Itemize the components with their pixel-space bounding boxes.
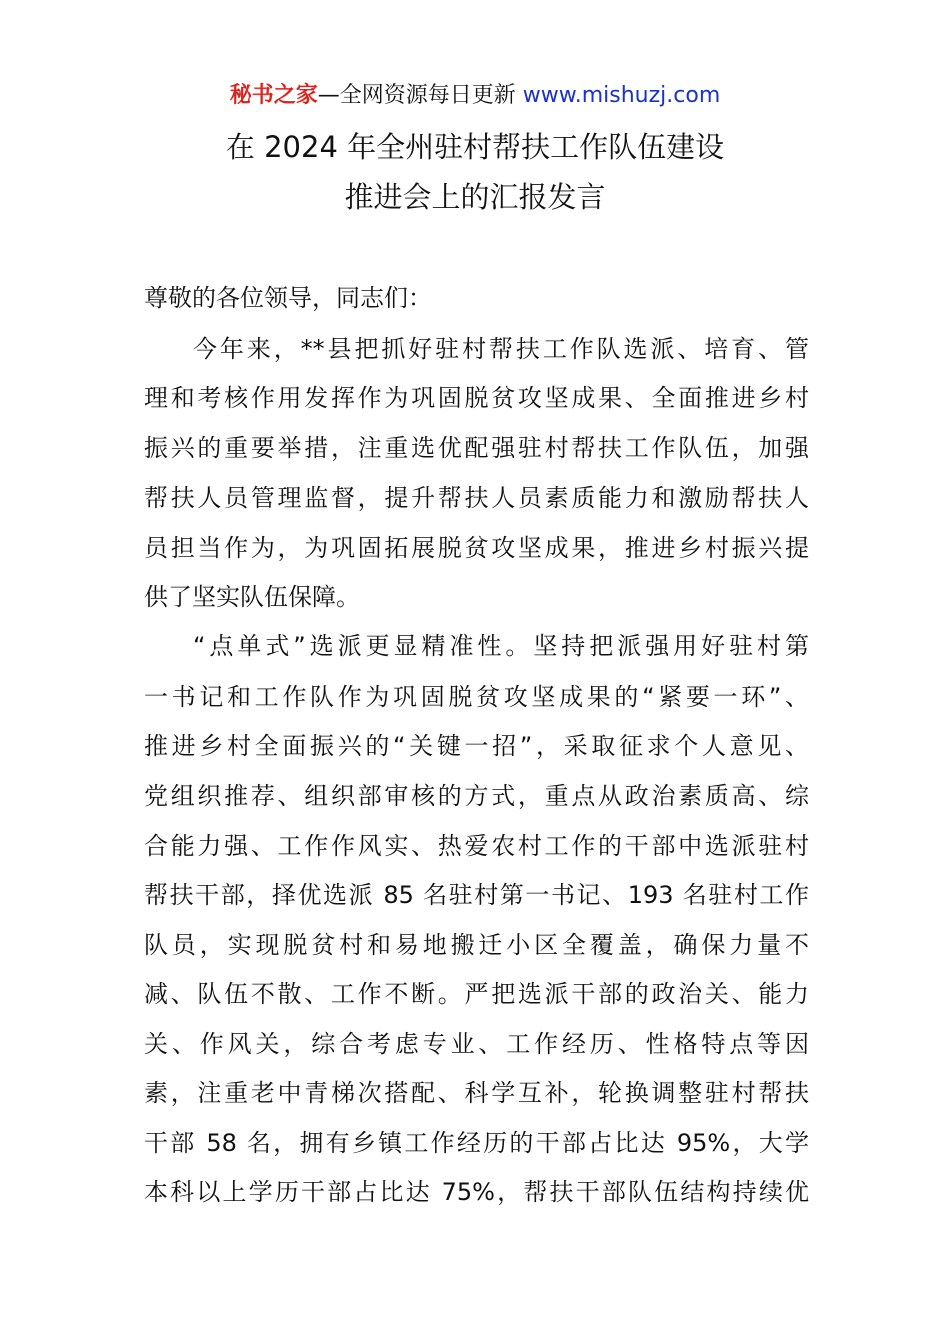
- paragraph-line: 员担当作为，为巩固拓展脱贫攻坚成果，推进乡村振兴提: [144, 534, 809, 562]
- salutation: 尊敬的各位领导，同志们：: [144, 284, 432, 312]
- paragraph-line: 合能力强、工作作风实、热爱农村工作的干部中选派驻村: [144, 832, 809, 860]
- document-title-line-1: 在 2024 年全州驻村帮扶工作队伍建设: [225, 130, 725, 164]
- site-url-link[interactable]: www.mishuzj.com: [522, 83, 721, 108]
- paragraph-line: 理和考核作用发挥作为巩固脱贫攻坚成果、全面推进乡村: [144, 384, 809, 412]
- site-header: [0, 80, 950, 112]
- paragraph-line: 供了坚实队伍保障。: [144, 583, 360, 611]
- paragraph-line: “点单式”选派更显精准性。坚持把派强用好驻村第: [193, 632, 809, 660]
- paragraph-line: 帮扶干部，择优选派 85 名驻村第一书记、193 名驻村工作: [144, 881, 809, 909]
- paragraph-line: 帮扶人员管理监督，提升帮扶人员素质能力和激励帮扶人: [144, 484, 809, 512]
- site-tagline: —全网资源每日更新: [317, 83, 516, 108]
- paragraph-line: 队员，实现脱贫村和易地搬迁小区全覆盖，确保力量不: [144, 931, 809, 959]
- paragraph-line: 党组织推荐、组织部审核的方式，重点从政治素质高、综: [144, 782, 809, 810]
- paragraph-line: 关、作风关，综合考虑专业、工作经历、性格特点等因: [144, 1030, 809, 1058]
- brand-name: 秘书之家: [229, 83, 318, 108]
- paragraph-line: 干部 58 名，拥有乡镇工作经历的干部占比达 95%，大学: [144, 1129, 809, 1157]
- paragraph-line: 本科以上学历干部占比达 75%，帮扶干部队伍结构持续优: [144, 1178, 809, 1206]
- paragraph-line: 减、队伍不散、工作不断。严把选派干部的政治关、能力: [144, 980, 809, 1008]
- paragraph-line: 振兴的重要举措，注重选优配强驻村帮扶工作队伍，加强: [144, 434, 809, 462]
- paragraph-line: 推进乡村全面振兴的“关键一招”，采取征求个人意见、: [144, 732, 809, 760]
- paragraph-line: 一书记和工作队作为巩固脱贫攻坚成果的“紧要一环”、: [144, 683, 809, 711]
- document-title-line-2: 推进会上的汇报发言: [344, 180, 606, 214]
- paragraph-line: 素，注重老中青梯次搭配、科学互补，轮换调整驻村帮扶: [144, 1079, 809, 1107]
- paragraph-line: 今年来，**县把抓好驻村帮扶工作队选派、培育、管: [193, 335, 809, 363]
